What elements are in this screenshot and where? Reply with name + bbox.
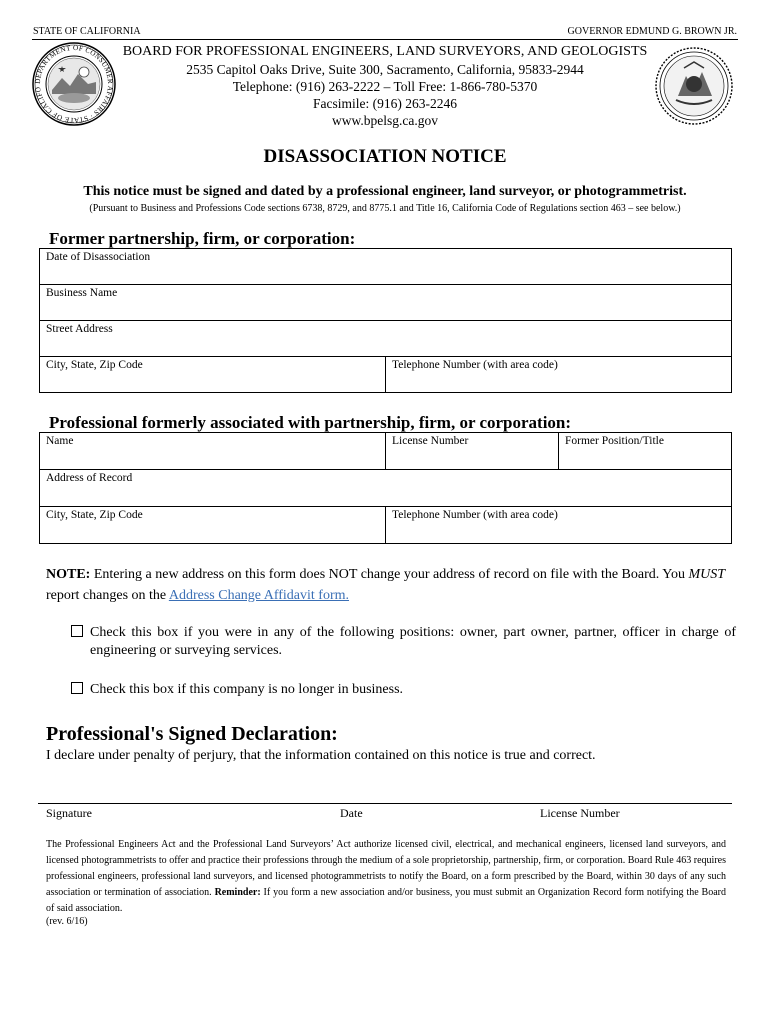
address-change-affidavit-link[interactable]: Address Change Affidavit form. <box>168 588 350 603</box>
legal-citation: (Pursuant to Business and Professions Code sections 6738, 8729, and 8775.1 and Title 16, California Code of Regulations section 463 – see below.) <box>89 203 681 214</box>
page-title: DISASSOCIATION NOTICE <box>263 146 507 167</box>
business-name-field[interactable]: Business Name <box>40 285 732 321</box>
declaration-text: I declare under penalty of perjury, that the information contained on this notice is true and correct. <box>46 748 596 763</box>
state-label: STATE OF CALIFORNIA <box>33 26 141 37</box>
professional-table <box>39 432 732 544</box>
board-fax: Facsimile: (916) 263-2246 <box>313 96 457 111</box>
date-label: Date <box>340 806 363 820</box>
former-firm-table <box>39 248 732 393</box>
officer-position-checkbox[interactable] <box>71 625 83 637</box>
former-position-field[interactable]: Former Position/Title <box>559 433 732 470</box>
firm-city-state-zip-field[interactable]: City, State, Zip Code <box>40 357 386 393</box>
section-professional-heading: Professional formerly associated with partnership, firm, or corporation: <box>49 413 572 432</box>
board-name: BOARD FOR PROFESSIONAL ENGINEERS, LAND SURVEYORS, AND GEOLOGISTS <box>122 44 648 59</box>
signature-requirement: This notice must be signed and dated by a professional engineer, land surveyor, or photogrammetrist. <box>83 184 687 199</box>
revision-label: (rev. 6/16) <box>46 916 88 927</box>
firm-telephone-field[interactable]: Telephone Number (with area code) <box>386 357 732 393</box>
section-former-firm-heading: Former partnership, firm, or corporation: <box>49 229 356 248</box>
board-website[interactable]: www.bpelsg.ca.gov <box>332 113 438 128</box>
signature-line[interactable] <box>38 803 732 804</box>
board-telephone: Telephone: (916) 263-2222 – Toll Free: 1-866-780-5370 <box>232 79 538 94</box>
no-longer-in-business-checkbox-label: Check this box if this company is no longer in business. <box>90 682 404 697</box>
street-address-field[interactable]: Street Address <box>40 321 732 357</box>
governor-label: GOVERNOR EDMUND G. BROWN JR. <box>567 26 737 37</box>
address-change-note: NOTE: Entering a new address on this form does NOT change your address of record on file with the Board. You MUST report changes on the Address Change Affidavit form. <box>46 567 726 603</box>
legal-fineprint: The Professional Engineers Act and the Professional Land Surveyors’ Act authorize licensed civil, electrical, and mechanical engineers, licensed land surveyors, and licensed photogrammetrists to offer and practice their professions through the medium of a sole proprietorship, partnership, firm, or corporation. Board Rule 463 requires professional engineers, professional land surveyors, and licensed photogrammetrists to notify the Board, on a form prescribed by the Board, within 30 days of any such association or termination of association. Reminder: If you form a new association and/or business, you must submit an Organization Record form notifying the Board of said association. <box>46 839 726 914</box>
professional-telephone-field[interactable]: Telephone Number (with area code) <box>386 507 732 544</box>
board-address: 2535 Capitol Oaks Drive, Suite 300, Sacramento, California, 95833-2944 <box>186 62 584 77</box>
date-of-disassociation-field[interactable]: Date of Disassociation <box>40 249 732 285</box>
declaration-heading: Professional's Signed Declaration: <box>46 723 338 745</box>
address-of-record-field[interactable]: Address of Record <box>40 470 732 507</box>
note-label: NOTE: <box>46 567 91 582</box>
signature-label: Signature <box>46 806 92 820</box>
header-rule <box>32 39 738 40</box>
license-number-label: License Number <box>540 806 620 820</box>
professional-name-field[interactable]: Name <box>40 433 386 470</box>
professional-city-state-zip-field[interactable]: City, State, Zip Code <box>40 507 386 544</box>
officer-position-checkbox-label: Check this box if you were in any of the following positions: owner, part owner, partner, officer in charge of engineering or surveying services. <box>90 625 736 658</box>
no-longer-in-business-checkbox[interactable] <box>71 682 83 694</box>
license-number-field[interactable]: License Number <box>386 433 559 470</box>
svg-text:DEPARTMENT OF CONSUMER AFFAIRS: DEPARTMENT OF CONSUMER AFFAIRS · STATE OF CALIFO <box>33 43 115 125</box>
